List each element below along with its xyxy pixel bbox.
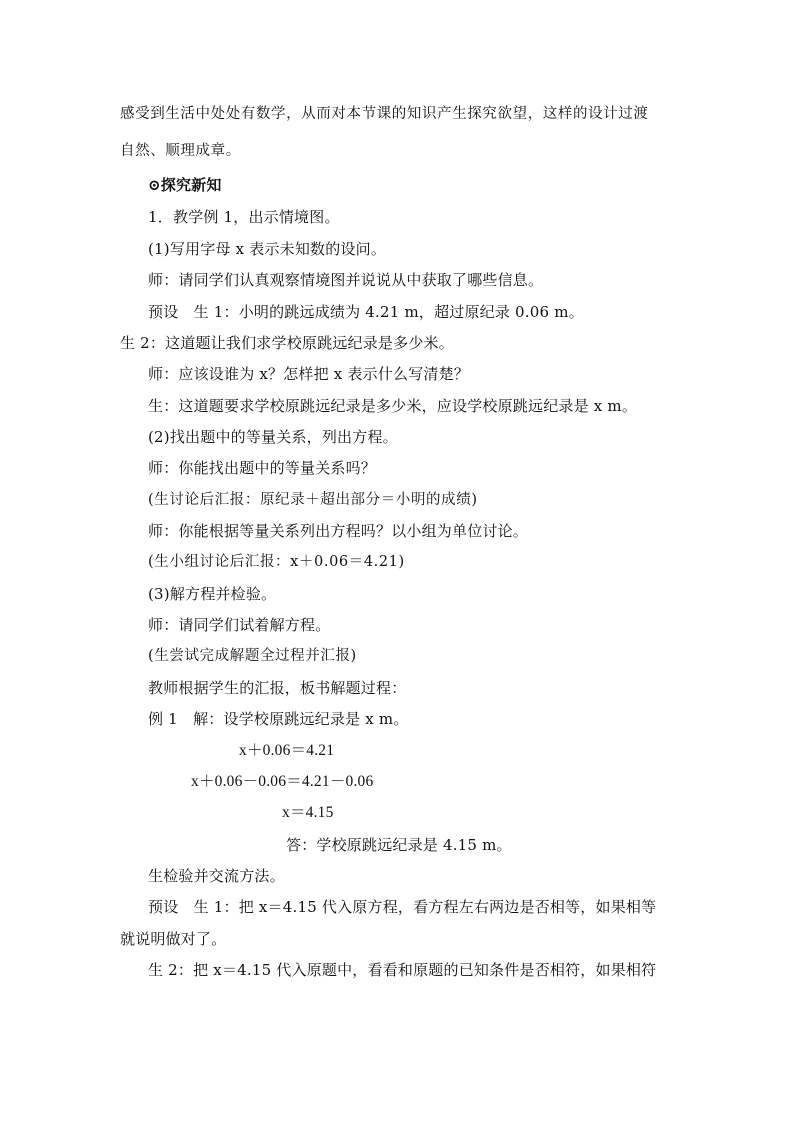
equation-line-3: x＝4.15 [282, 804, 334, 821]
student-answer-3: 生：这道题要求学校原跳远纪录是多少米，应设学校原跳远纪录是 x m。 [148, 397, 638, 415]
step-2-heading: (2)找出题中的等量关系，列出方程。 [148, 428, 398, 446]
student-check: 生检验并交流方法。 [148, 867, 285, 885]
preset-check-2: 生 2：把 x＝4.15 代入原题中，看看和原题的已知条件是否相符，如果相符 [148, 961, 657, 979]
teacher-board-intro: 教师根据学生的汇报，板书解题过程： [148, 679, 407, 697]
example-solution-setup: 例 1 解：设学校原跳远纪录是 x m。 [148, 710, 409, 728]
teacher-question-5: 师：请同学们试着解方程。 [148, 616, 331, 634]
student-report-1: (生讨论后汇报：原纪录＋超出部分＝小明的成绩) [148, 492, 478, 508]
section-heading: ⊙探究新知 [148, 176, 222, 194]
equation-line-2: x＋0.06－0.06＝4.21－0.06 [191, 773, 374, 790]
student-answer-2: 生 2：这道题让我们求学校原跳远纪录是多少米。 [120, 334, 454, 352]
equation-line-1: x＋0.06＝4.21 [239, 742, 335, 759]
example-intro: 1．教学例 1，出示情境图。 [148, 208, 340, 226]
teacher-question-1: 师：请同学们认真观察情境图并说说从中获取了哪些信息。 [148, 271, 544, 289]
solution-answer: 答：学校原跳远纪录是 4.15 m。 [286, 836, 512, 854]
teacher-question-3: 师：你能找出题中的等量关系吗？ [148, 459, 377, 477]
student-report-2: (生小组讨论后汇报：x＋0.06＝4.21) [148, 554, 405, 570]
paragraph-line-1: 感受到生活中处处有数学，从而对本节课的知识产生探究欲望，这样的设计过渡 [120, 106, 649, 122]
student-report-3: (生尝试完成解题全过程并汇报) [148, 648, 357, 664]
preset-answer-1: 预设 生 1：小明的跳远成绩为 4.21 m，超过原纪录 0.06 m。 [148, 303, 584, 321]
teacher-question-4: 师：你能根据等量关系列出方程吗？以小组为单位讨论。 [148, 522, 529, 540]
preset-check-1: 预设 生 1：把 x＝4.15 代入原方程，看方程左右两边是否相等，如果相等 [148, 898, 657, 916]
step-1-heading: (1)写用字母 x 表示未知数的设问。 [148, 240, 387, 258]
step-3-heading: (3)解方程并检验。 [148, 585, 277, 603]
paragraph-line-2: 自然、顺理成章。 [120, 143, 241, 159]
preset-check-1-cont: 就说明做对了。 [120, 930, 227, 948]
teacher-question-2: 师：应该设谁为 x？怎样把 x 表示什么写清楚？ [148, 365, 470, 383]
